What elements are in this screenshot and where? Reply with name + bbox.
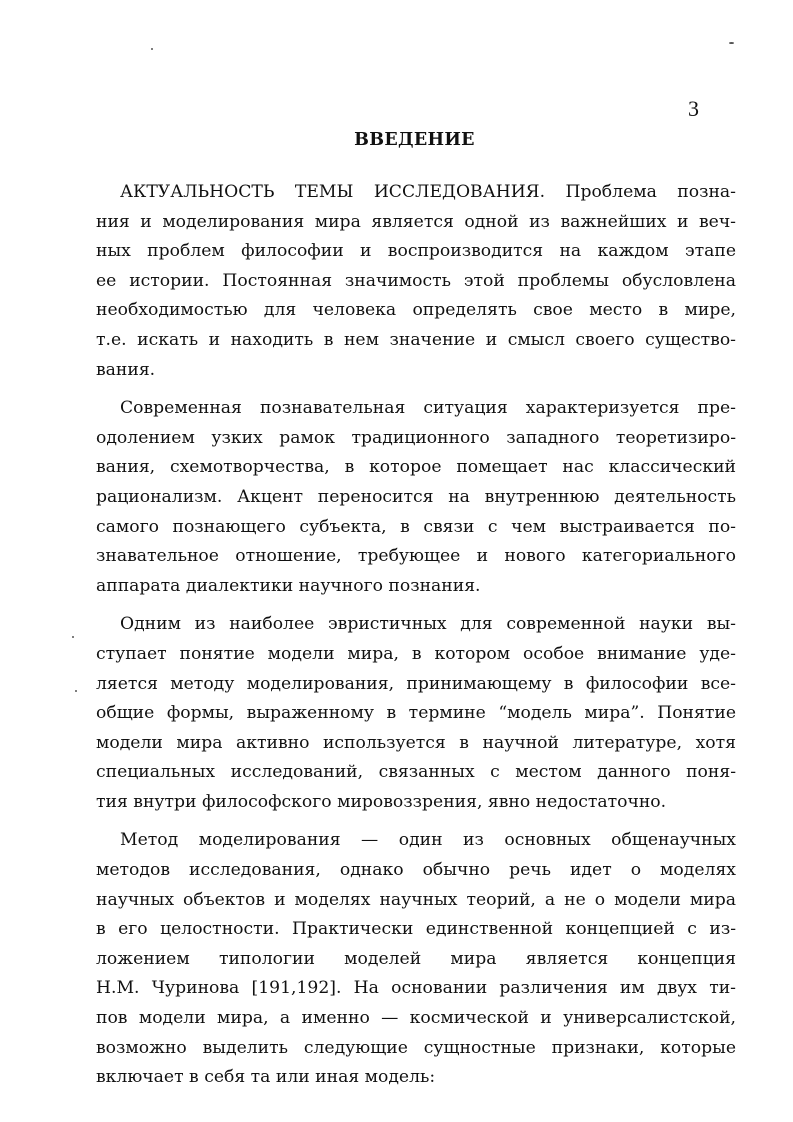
text-line: аппарата диалектики научного познания. (96, 575, 481, 596)
paragraph-4 (96, 826, 736, 1092)
text-line: в его целостности. Практически единственной концепцией с из- (96, 919, 736, 940)
text-line: Метод моделирования — один из основных общенаучных (120, 830, 736, 851)
scan-speck (151, 48, 153, 50)
text-line: одолением узких рамок традиционного западного теоретизиро- (96, 427, 736, 448)
text-line: ных проблем философии и воспроизводится на каждом этапе (96, 241, 736, 262)
text-line: пов модели мира, а именно — космической и универсалистской, (96, 1008, 736, 1029)
text-line: вания, схемотворчества, в которое помещает нас классический (96, 457, 736, 478)
text-line: научных объектов и моделях научных теорий, а не о модели мира (96, 889, 736, 910)
text-line: Одним из наиболее эвристичных для современной науки вы- (120, 614, 736, 635)
text-line: общие формы, выраженному в термине “модель мира”. Понятие (96, 703, 736, 724)
text-line: самого познающего субъекта, в связи с чем выстраивается по- (96, 516, 736, 537)
text-line: знавательное отношение, требующее и нового категориального (96, 546, 736, 567)
text-line: включает в себя та или иная модель: (96, 1067, 436, 1088)
scan-speck (729, 42, 734, 44)
text-line: ее истории. Постоянная значимость этой проблемы обусловлена (96, 270, 736, 291)
page-number: 3 (688, 96, 699, 121)
text-line: ния и моделирования мира является одной из важнейших и веч- (96, 211, 736, 232)
scan-speck (72, 636, 74, 638)
text-line: ложением типологии моделей мира является концепция (96, 948, 736, 969)
text-line: специальных исследований, связанных с местом данного поня- (96, 762, 736, 783)
text-line: ступает понятие модели мира, в котором особое внимание уде- (96, 643, 736, 664)
text-line: АКТУАЛЬНОСТЬ ТЕМЫ ИССЛЕДОВАНИЯ. Проблема позна- (120, 182, 736, 202)
text-line: модели мира активно используется в научной литературе, хотя (96, 732, 736, 753)
text-line: вания. (96, 359, 156, 380)
text-line: необходимостью для человека определять свое место в мире, (96, 300, 736, 321)
paragraph-2 (96, 394, 736, 601)
paragraph-1 (96, 178, 736, 385)
body-text (96, 178, 736, 1102)
text-line: возможно выделить следующие сущностные признаки, которые (96, 1037, 736, 1058)
text-line: рационализм. Акцент переносится на внутреннюю деятельность (96, 486, 736, 507)
text-line: тия внутри философского мировоззрения, явно недостаточно. (96, 791, 667, 812)
text-line: ляется методу моделирования, принимающему в философии все- (96, 673, 736, 694)
text-line: Современная познавательная ситуация характеризуется пре- (120, 398, 736, 419)
text-line: Н.М. Чуринова [191,192]. На основании различения им двух ти- (96, 978, 736, 999)
text-line: методов исследования, однако обычно речь идет о моделях (96, 860, 736, 881)
text-line: т.е. искать и находить в нем значение и смысл своего существо- (96, 329, 736, 350)
scan-speck (75, 690, 77, 692)
paragraph-3 (96, 610, 736, 817)
page-title: ВВЕДЕНИЕ (354, 130, 475, 150)
